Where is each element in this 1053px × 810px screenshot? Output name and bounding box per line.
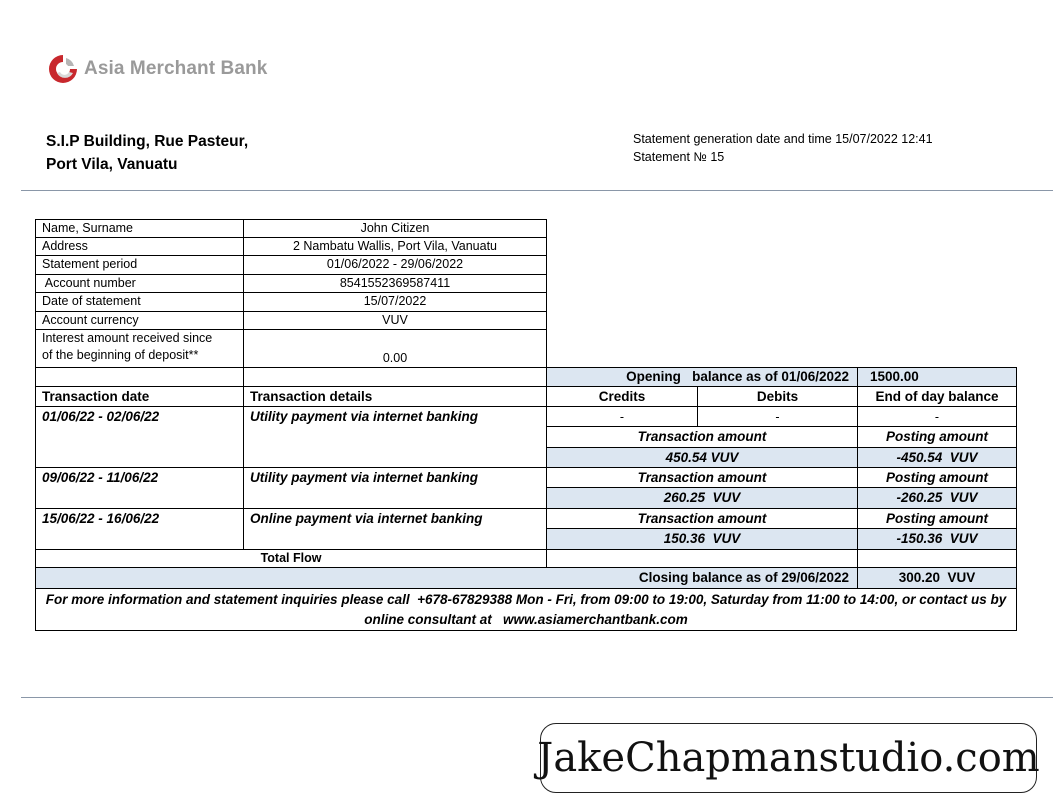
total-flow-spacer [857,549,1017,568]
header-transaction-date: Transaction date [35,386,244,407]
bank-address-line2: Port Vila, Vanuatu [46,156,178,173]
posting-amount-label: Posting amount [857,426,1017,448]
header-transaction-details: Transaction details [243,386,547,407]
transaction-details: Utility payment via internet banking [243,467,547,509]
field-value: 15/07/2022 [243,292,547,312]
opening-balance-label: Opening balance as of 01/06/2022 [546,367,858,387]
header-debits: Debits [697,386,858,407]
field-label: Name, Surname [35,219,244,238]
field-value: 01/06/2022 - 29/06/2022 [243,255,547,275]
statement-table [35,219,1017,631]
posting-amount: -450.54 VUV [857,447,1017,468]
bank-logo-icon [46,52,80,86]
transaction-amount-label: Transaction amount [546,508,858,529]
interest-label [35,329,244,368]
footer-info: For more information and statement inquiries please call +678-67829388 Mon - Fri, from 09:00 to 19:00, Saturday from 11:00 to 14:00, or contact us by online consultant at www.asiamerchantbank.com [35,588,1017,631]
top-divider [21,190,1053,191]
bank-name: Asia Merchant Bank [84,58,268,79]
field-label: Account currency [35,311,244,330]
field-value: 8541552369587411 [243,274,547,293]
debits-marker: - [697,406,858,427]
transaction-date: 15/06/22 - 16/06/22 [35,508,244,550]
interest-label-line1: Interest amount received since [42,331,213,345]
interest-value: 0.00 [243,329,547,368]
statement-number: Statement № 15 [633,150,725,164]
end-balance-marker: - [857,406,1017,427]
credits-marker: - [546,406,698,427]
field-label: Date of statement [35,292,244,312]
posting-amount-label: Posting amount [857,467,1017,488]
statement-generated: Statement generation date and time 15/07/2022 12:41 [633,132,933,146]
posting-amount: -150.36 VUV [857,528,1017,550]
field-label: Statement period [35,255,244,275]
closing-balance-value: 300.20 VUV [857,567,1017,589]
posting-amount-label: Posting amount [857,508,1017,529]
transaction-amount: 260.25 VUV [546,487,858,509]
opening-balance-value: 1500.00 [857,367,1017,387]
total-flow-label: Total Flow [35,549,547,568]
field-value: 2 Nambatu Wallis, Port Vila, Vanuatu [243,237,547,256]
posting-amount: -260.25 VUV [857,487,1017,509]
transaction-details: Utility payment via internet banking [243,406,547,468]
closing-balance-label: Closing balance as of 29/06/2022 [35,567,858,589]
opening-spacer-cell [35,367,244,387]
transaction-amount-label: Transaction amount [546,426,858,448]
bottom-divider [21,697,1053,698]
transaction-amount: 150.36 VUV [546,528,858,550]
field-value: VUV [243,311,547,330]
transaction-amount: 450.54 VUV [546,447,858,468]
transaction-amount-label: Transaction amount [546,467,858,488]
field-value: John Citizen [243,219,547,238]
bank-logo [46,52,267,86]
field-label: Address [35,237,244,256]
header-end-balance: End of day balance [857,386,1017,407]
transaction-date: 01/06/22 - 02/06/22 [35,406,244,468]
total-flow-spacer [546,549,858,568]
header-credits: Credits [546,386,698,407]
watermark: JakeChapmanstudio.com [540,723,1037,793]
interest-label-line2: of the beginning of deposit** [42,348,199,362]
field-label: Account number [35,274,244,293]
opening-spacer-cell [243,367,547,387]
bank-address-line1: S.I.P Building, Rue Pasteur, [46,133,249,150]
transaction-details: Online payment via internet banking [243,508,547,550]
transaction-date: 09/06/22 - 11/06/22 [35,467,244,509]
statement-meta [633,130,933,166]
bank-address [46,130,248,176]
